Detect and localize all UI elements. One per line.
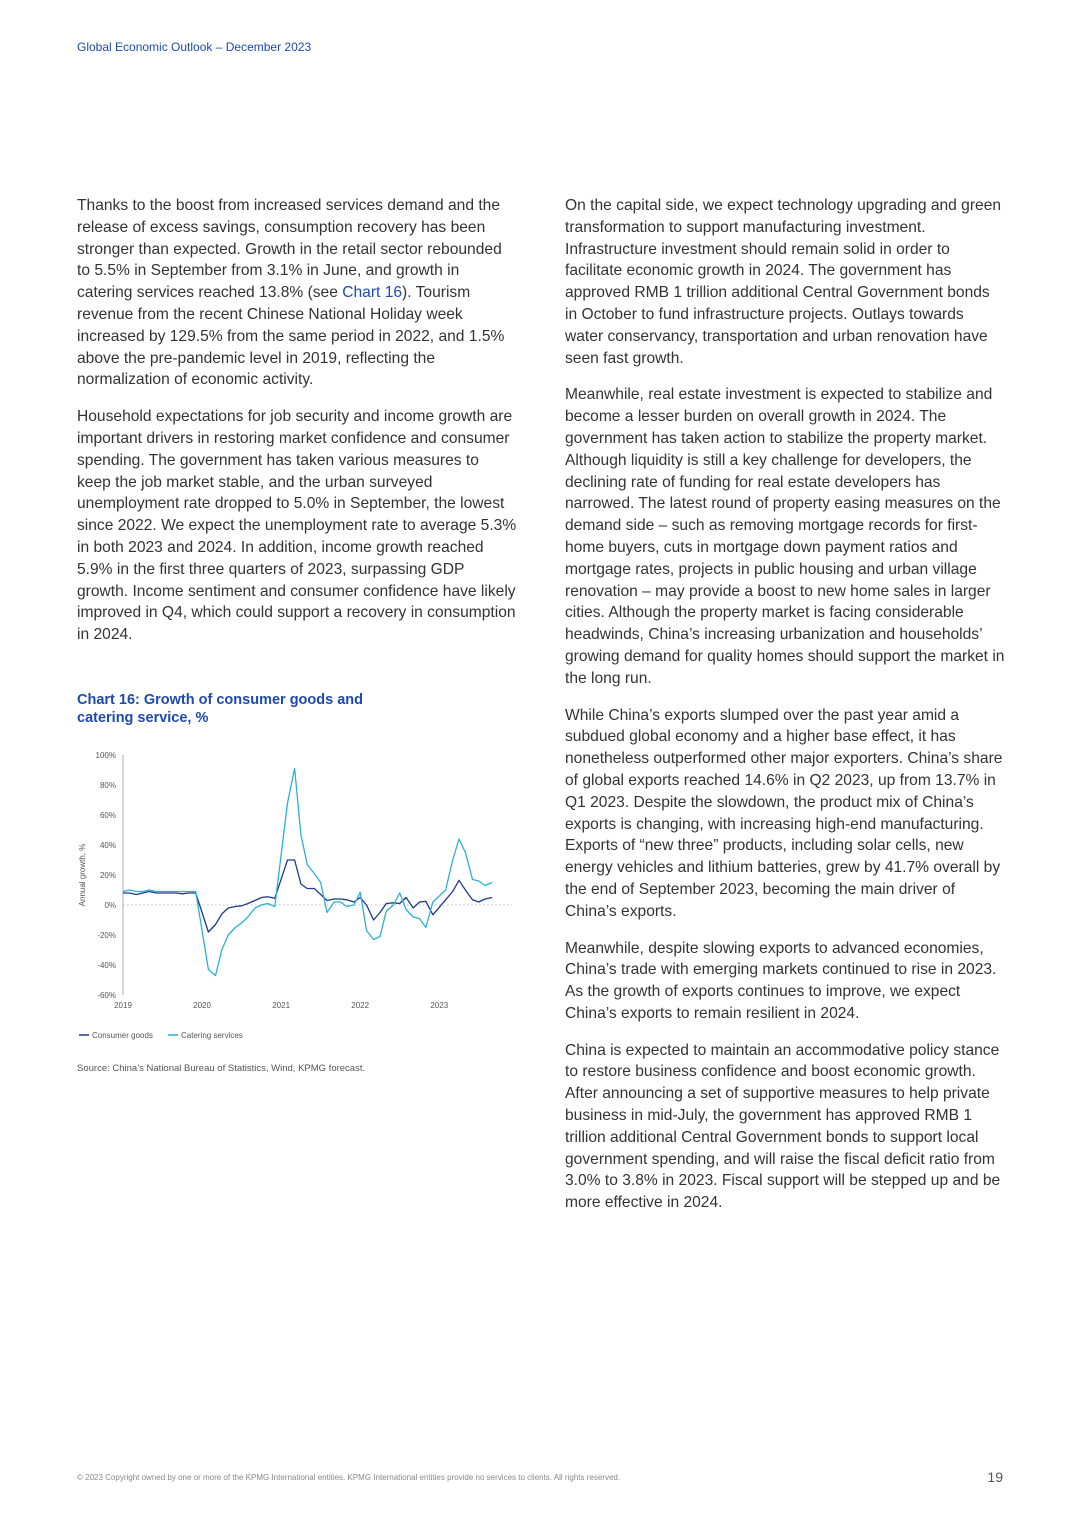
growth-line-chart [70, 740, 530, 1050]
y-axis-title: Annual growth, % [78, 843, 87, 907]
y-tick-label: -40% [97, 961, 116, 970]
chart-title: Chart 16: Growth of consumer goods and catering service, % [77, 692, 363, 726]
catering-services-line [123, 769, 492, 976]
y-tick-label: -60% [97, 991, 116, 1000]
legend-label-catering-services: Catering services [181, 1031, 243, 1040]
y-tick-label: 80% [99, 781, 116, 790]
paragraph-emerging-markets: Meanwhile, despite slowing exports to advanced economies, China’s trade with emerging markets continued to rise in 2023. As the growth of exports continues to improve, we expect China’s exports to remain resilient in 2024. [565, 939, 997, 1022]
y-tick-label: 40% [99, 841, 116, 850]
y-tick-label: -20% [97, 931, 116, 940]
x-tick-label: 2022 [351, 1001, 370, 1010]
paragraph-consumption [77, 195, 517, 391]
paragraph-real-estate: Meanwhile, real estate investment is expected to stabilize and become a lesser burden on overall growth in 2024. The government has taken action to stabilize the property market. Although liquidity is still a key challenge for developers, the declining rate of funding for real estate developers has narrowed. The latest round of property easing measures on the demand side – such as removing mortgage records for first-home buyers, cuts in mortgage down payment ratios and mortgage rates, projects in public housing and urban village renovation – may provide a boost to new home sales in larger cities. Although the property market is facing considerable headwinds, China’s increasing urbanization and households’ growing demand for quality homes should support the market in the long run. [565, 386, 1005, 687]
document-header: Global Economic Outlook – December 2023 [77, 40, 312, 54]
chart-16-link[interactable]: Chart 16 [342, 284, 403, 302]
x-tick-label: 2019 [114, 1001, 132, 1010]
chart-source: Source: China’s National Bureau of Statistics, Wind, KPMG forecast. [77, 1063, 366, 1074]
right-column [565, 195, 1005, 1229]
paragraph-text: ). Tourism revenue from the recent Chinese National Holiday week increased by 129.5% from the same period in 2022, and 1.5% above the pre-pandemic level in 2019, reflecting the normalization of economic activity. [77, 284, 505, 389]
x-tick-label: 2023 [430, 1001, 449, 1010]
y-tick-label: 20% [99, 871, 116, 880]
paragraph-household: Household expectations for job security and income growth are important drivers in restoring market confidence and consumer spending. The government has taken various measures to keep the job market stable, and the urban surveyed unemployment rate dropped to 5.0% in September, the lowest since 2022. We expect the unemployment rate to average 5.3% in both 2023 and 2024. In addition, income growth reached 5.9% in the first three quarters of 2023, surpassing GDP growth. Income sentiment and consumer confidence have likely improved in Q4, which could support a recovery in consumption in 2024. [77, 408, 517, 644]
consumer-goods-line [123, 860, 492, 932]
y-tick-label: 0% [104, 901, 116, 910]
paragraph-text: Thanks to the boost from increased services demand and the release of excess savings, consumption recovery has been stronger than expected. Growth in the retail sector rebounded to 5.5% in September from 3.1% in June, and growth in catering services reached 13.8% (see [77, 197, 502, 302]
footer-copyright: © 2023 Copyright owned by one or more of the KPMG International entities. KPMG International entities provide no services to clients. All rights reserved. [77, 1473, 621, 1482]
paragraph-capital: On the capital side, we expect technology upgrading and green transformation to support manufacturing investment. Infrastructure investment should remain solid in order to facilitate economic growth in 2024. The government has approved RMB 1 trillion additional Central Government bonds in October to fund infrastructure projects. Outlays towards water conservancy, transportation and urban renovation have seen fast growth. [565, 197, 1002, 367]
x-tick-label: 2020 [193, 1001, 211, 1010]
legend-label-consumer-goods: Consumer goods [92, 1031, 153, 1040]
paragraph-exports: While China’s exports slumped over the past year amid a subdued global economy and a higher base effect, it has nonetheless outperformed other major exporters. China’s share of global exports reached 14.6% in Q2 2023, up from 13.7% in Q1 2023. Despite the slowdown, the product mix of China’s exports is changing, with increasing high-end manufacturing. Exports of “new three” products, including solar cells, new energy vehicles and lithium batteries, grew by 41.7% overall by the end of September 2023, becoming the main driver of China’s exports. [565, 706, 1003, 920]
y-tick-label: 100% [95, 751, 116, 760]
y-tick-label: 60% [99, 811, 116, 820]
x-tick-label: 2021 [272, 1001, 291, 1010]
left-column [77, 195, 517, 661]
paragraph-policy: China is expected to maintain an accommodative policy stance to restore business confidence and boost economic growth. After announcing a set of supportive measures to help private business in mid-July, the government has approved RMB 1 trillion additional Central Government bonds to support local government spending, and will raise the fiscal deficit ratio from 3.0% to 3.8% in 2023. Fiscal support will be stepped up and be more effective in 2024. [565, 1041, 1001, 1212]
page-number: 19 [987, 1469, 1003, 1485]
